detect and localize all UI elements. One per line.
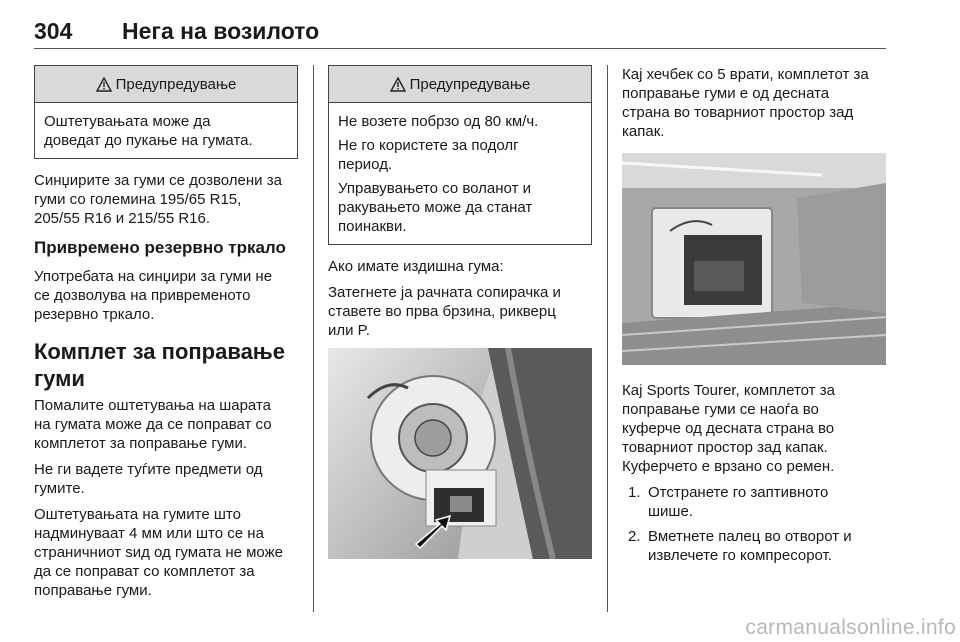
column-2 (328, 65, 592, 569)
warning-body (35, 103, 297, 158)
cargo-area-illustration (622, 153, 886, 365)
list-item: 2. Вметнете палец во отворот и извлечете го компресорот. (628, 528, 852, 564)
repair-kit-heading: Комплет за поправање гуми (34, 339, 285, 391)
watermark: carmanualsonline.info (745, 616, 956, 639)
spare-chains-paragraph: Употребата на синџири за гуми не се дозволува на привременото резервно тркало. (34, 268, 273, 323)
column-3 (622, 65, 886, 571)
warning-duration-text: Не го користете за подолг период. (338, 137, 519, 173)
chapter-title: Нега на возилото (122, 18, 320, 44)
hatchback-location-paragraph: Кај хечбек со 5 врати, комплетот за поправање гуми е од десната страна во товарниот простор зад капак. (622, 66, 869, 140)
tire-chains-sizes-paragraph: Синџирите за гуми се дозволени за гуми со големина 195/65 R15, 205/55 R16 и 215/55 R16. (34, 172, 282, 227)
foreign-objects-paragraph: Не ги вадете туѓите предмети од гумите. (34, 461, 263, 497)
warning-title: Предупредување (409, 75, 531, 93)
warning-speed-text: Не возете побрзо од 80 км/ч. (338, 113, 539, 130)
warning-body (329, 103, 591, 244)
warning-header (35, 66, 297, 103)
warning-box (328, 65, 592, 245)
page-number: 304 (34, 18, 73, 44)
warning-title: Предупредување (115, 75, 237, 93)
handbrake-paragraph: Затегнете ја рачната сопирачка и ставете во прва брзина, рикверц или P. (328, 284, 561, 339)
temporary-spare-heading: Привремено резервно тркало (34, 238, 286, 257)
warning-box (34, 65, 298, 159)
trunk-compartment-illustration (328, 348, 592, 559)
column-divider (607, 65, 608, 612)
sports-tourer-paragraph: Кај Sports Tourer, комплетот за поправање гуми се наоѓа во куферче од десната страна во товарниот простор зад капак. Куферчето е врзано со ремен. (622, 382, 835, 475)
warning-text: Оштетувањата може да доведат до пукање на гумата. (44, 113, 253, 149)
page-header (34, 14, 886, 49)
minor-damage-paragraph: Помалите оштетувања на шарата на гумата може да се поправат со комплетот за поправање гуми. (34, 397, 272, 452)
warning-handling-text: Управувањето со воланот и ракувањето може да станат поинакви. (338, 180, 533, 235)
warning-triangle-icon (96, 77, 112, 92)
flat-tire-paragraph: Ако имате издишна гума: (328, 258, 504, 275)
column-divider (313, 65, 314, 612)
warning-header (329, 66, 591, 103)
steps-list (622, 483, 886, 565)
damage-limits-paragraph: Оштетувањата на гумите што надминуваат 4 мм или што се на страничниот ѕид од гумата не може да се поправат со комплетот за поправање гуми. (34, 506, 283, 599)
warning-triangle-icon (390, 77, 406, 92)
list-item: 1. Отстранете го заптивното шише. (628, 484, 829, 520)
column-1 (34, 65, 298, 607)
